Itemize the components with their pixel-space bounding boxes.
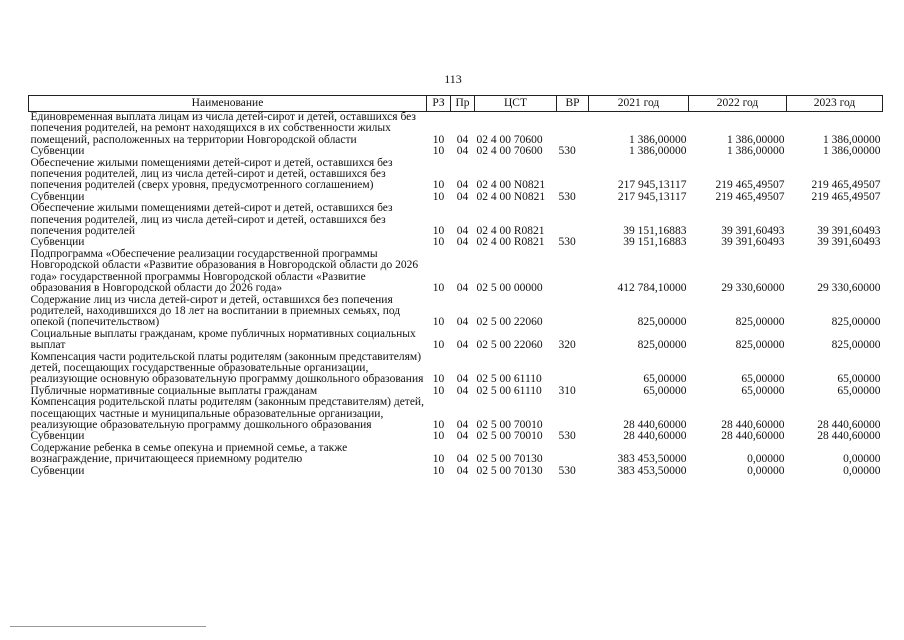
cell-y2021: 1 386,00000 — [629, 133, 687, 146]
cell-y2022: 825,00000 — [735, 316, 785, 329]
cell-name: Компенсация части родительской платы родителям (законным представителям) детей, посещающих государственные образовательные организации, реализующие основную образовательную программу дошкольного образования — [30, 350, 424, 386]
cell-rz: 10 — [432, 190, 445, 203]
cell-name: Субвенции — [30, 236, 85, 249]
cell-y2023: 28 440,60000 — [817, 430, 881, 443]
cell-name: Субвенции — [30, 464, 85, 477]
cell-y2023: 28 440,60000 — [817, 418, 881, 431]
cell-y2021: 383 453,50000 — [617, 464, 687, 477]
cell-y2023: 0,00000 — [843, 453, 881, 466]
cell-y2023: 1 386,00000 — [823, 133, 881, 146]
cell-y2022: 39 391,60493 — [721, 236, 785, 249]
cell-y2022: 28 440,60000 — [721, 430, 785, 443]
cell-vr — [557, 295, 589, 329]
cell-cst: 02 5 00 00000 — [476, 282, 543, 295]
col-header-pr: Пр — [451, 96, 475, 112]
table-row — [29, 443, 883, 466]
cell-pr: 04 — [456, 453, 469, 466]
table-row — [29, 352, 883, 386]
cell-rz: 10 — [432, 236, 445, 249]
cell-cst: 02 5 00 22060 — [476, 339, 543, 352]
table-row — [29, 295, 883, 329]
cell-y2023: 825,00000 — [831, 316, 881, 329]
cell-name: Субвенции — [30, 190, 85, 203]
cell-vr — [557, 352, 589, 386]
table-row — [29, 112, 883, 147]
table-row — [29, 466, 883, 477]
col-header-2022: 2022 год — [689, 96, 787, 112]
cell-y2022: 39 391,60493 — [721, 225, 785, 238]
cell-y2023: 219 465,49507 — [811, 179, 881, 192]
cell-rz: 10 — [432, 133, 445, 146]
cell-name: Обеспечение жилыми помещениями детей-сирот и детей, оставшихся без попечения родителей, лиц из числа детей-сирот и детей, оставшихся без попечения родителей — [30, 202, 393, 238]
cell-vr: 530 — [558, 430, 576, 443]
cell-cst: 02 5 00 70130 — [476, 453, 543, 466]
cell-y2021: 39 151,16883 — [623, 236, 687, 249]
cell-pr: 04 — [456, 282, 469, 295]
cell-pr: 04 — [456, 464, 469, 477]
table-row — [29, 146, 883, 157]
cell-rz: 10 — [432, 384, 445, 397]
col-header-vr: ВР — [557, 96, 589, 112]
cell-y2021: 825,00000 — [637, 316, 687, 329]
cell-y2023: 29 330,60000 — [817, 282, 881, 295]
page-number: 113 — [444, 72, 462, 86]
cell-y2021: 39 151,16883 — [623, 225, 687, 238]
table-row — [29, 329, 883, 352]
cell-pr: 04 — [456, 225, 469, 238]
cell-cst: 02 4 00 N0821 — [476, 190, 546, 203]
table-row — [29, 249, 883, 295]
cell-y2021: 412 784,10000 — [617, 282, 687, 295]
cell-y2022: 825,00000 — [735, 339, 785, 352]
cell-y2023: 65,00000 — [837, 384, 881, 397]
table-row — [29, 397, 883, 431]
cell-y2023: 1 386,00000 — [823, 145, 881, 158]
cell-pr: 04 — [456, 384, 469, 397]
cell-rz: 10 — [432, 373, 445, 386]
cell-y2022: 65,00000 — [741, 384, 785, 397]
cell-y2021: 825,00000 — [637, 339, 687, 352]
cell-rz: 10 — [432, 145, 445, 158]
cell-cst: 02 4 00 R0821 — [476, 225, 545, 238]
cell-y2023: 219 465,49507 — [811, 190, 881, 203]
col-header-cst: ЦСТ — [475, 96, 557, 112]
col-header-2023: 2023 год — [787, 96, 883, 112]
cell-vr — [557, 158, 589, 192]
cell-cst: 02 5 00 70130 — [476, 464, 543, 477]
table-row — [29, 203, 883, 237]
cell-y2021: 65,00000 — [643, 373, 687, 386]
cell-pr: 04 — [456, 133, 469, 146]
cell-name: Единовременная выплата лицам из числа детей-сирот и детей, оставшихся без попечения родителей, на ремонт находящихся в их собственности жилых помещений, расположенных на территории Новгородской области — [30, 111, 416, 146]
cell-y2021: 383 453,50000 — [617, 453, 687, 466]
cell-vr: 320 — [558, 339, 576, 352]
cell-rz: 10 — [432, 453, 445, 466]
cell-name: Содержание лиц из числа детей-сирот и детей, оставшихся без попечения родителей, находившихся до 18 лет на воспитании в приемных семьях, под опекой (попечительством) — [30, 293, 401, 329]
col-header-name: Наименование — [29, 96, 427, 112]
cell-cst: 02 5 00 70010 — [476, 418, 543, 431]
budget-table — [28, 95, 883, 477]
col-header-rz: РЗ — [427, 96, 451, 112]
table-row — [29, 158, 883, 192]
cell-cst: 02 4 00 R0821 — [476, 236, 545, 249]
cell-name: Подпрограмма «Обеспечение реализации государственной программы Новгородской области «Развитие образования в Новгородской области до 2026 года» государственной программы Новгородской области «Развитие образования в Новгородской области до 2026 года» — [30, 247, 419, 295]
cell-vr — [557, 443, 589, 466]
cell-y2022: 28 440,60000 — [721, 418, 785, 431]
cell-cst: 02 5 00 61110 — [476, 373, 542, 386]
cell-rz: 10 — [432, 464, 445, 477]
cell-y2022: 219 465,49507 — [715, 190, 785, 203]
cell-pr: 04 — [456, 373, 469, 386]
cell-rz: 10 — [432, 225, 445, 238]
cell-y2023: 825,00000 — [831, 339, 881, 352]
cell-cst: 02 4 00 70600 — [476, 133, 543, 146]
cell-name: Компенсация родительской платы родителям (законным представителям) детей, посещающих частные и муниципальные образовательные организации, реализующие образовательную программу дошкольного образования — [30, 396, 424, 431]
cell-y2021: 28 440,60000 — [623, 430, 687, 443]
cell-y2022: 1 386,00000 — [727, 145, 785, 158]
cell-y2022: 0,00000 — [747, 453, 785, 466]
cell-y2023: 65,00000 — [837, 373, 881, 386]
cell-pr: 04 — [456, 430, 469, 443]
cell-cst: 02 5 00 70010 — [476, 430, 543, 443]
cell-pr: 04 — [456, 179, 469, 192]
cell-y2023: 39 391,60493 — [817, 236, 881, 249]
cell-cst: 02 4 00 70600 — [476, 145, 543, 158]
cell-pr: 04 — [456, 145, 469, 158]
cell-cst: 02 4 00 N0821 — [476, 179, 546, 192]
cell-y2021: 217 945,13117 — [617, 179, 687, 192]
footer-rule — [10, 626, 206, 627]
cell-vr — [557, 397, 589, 431]
cell-name: Социальные выплаты гражданам, кроме публичных нормативных социальных выплат — [30, 327, 416, 352]
cell-y2021: 65,00000 — [643, 384, 687, 397]
cell-y2022: 29 330,60000 — [721, 282, 785, 295]
cell-y2022: 65,00000 — [741, 373, 785, 386]
cell-vr — [557, 249, 589, 295]
cell-pr: 04 — [456, 236, 469, 249]
cell-name: Субвенции — [30, 145, 85, 158]
cell-vr — [557, 112, 589, 147]
cell-rz: 10 — [432, 430, 445, 443]
cell-vr: 530 — [558, 190, 576, 203]
cell-cst: 02 5 00 61110 — [476, 384, 542, 397]
cell-name: Обеспечение жилыми помещениями детей-сирот и детей, оставшихся без попечения родителей, лиц из числа детей-сирот и детей, оставшихся без попечения родителей (сверх уровня, предусмотренного соглашением) — [30, 156, 393, 192]
cell-pr: 04 — [456, 190, 469, 203]
cell-vr: 530 — [558, 464, 576, 477]
cell-pr: 04 — [456, 418, 469, 431]
cell-rz: 10 — [432, 316, 445, 329]
cell-y2022: 1 386,00000 — [727, 133, 785, 146]
cell-vr — [557, 203, 589, 237]
cell-vr: 530 — [558, 145, 576, 158]
cell-name: Содержание ребенка в семье опекуна и приемной семье, а также вознаграждение, причитающееся приемному родителю — [30, 441, 348, 466]
cell-name: Публичные нормативные социальные выплаты гражданам — [30, 384, 318, 397]
cell-y2021: 1 386,00000 — [629, 145, 687, 158]
cell-rz: 10 — [432, 418, 445, 431]
cell-vr: 310 — [558, 384, 576, 397]
cell-y2022: 219 465,49507 — [715, 179, 785, 192]
cell-y2023: 0,00000 — [843, 464, 881, 477]
col-header-2021: 2021 год — [589, 96, 689, 112]
cell-y2023: 39 391,60493 — [817, 225, 881, 238]
cell-y2021: 28 440,60000 — [623, 418, 687, 431]
cell-rz: 10 — [432, 282, 445, 295]
cell-name: Субвенции — [30, 430, 85, 443]
cell-rz: 10 — [432, 179, 445, 192]
cell-y2022: 0,00000 — [747, 464, 785, 477]
table-header-row — [29, 96, 883, 112]
cell-pr: 04 — [456, 316, 469, 329]
cell-y2021: 217 945,13117 — [617, 190, 687, 203]
cell-pr: 04 — [456, 339, 469, 352]
cell-vr: 530 — [558, 236, 576, 249]
cell-cst: 02 5 00 22060 — [476, 316, 543, 329]
table-body — [29, 112, 883, 478]
cell-rz: 10 — [432, 339, 445, 352]
